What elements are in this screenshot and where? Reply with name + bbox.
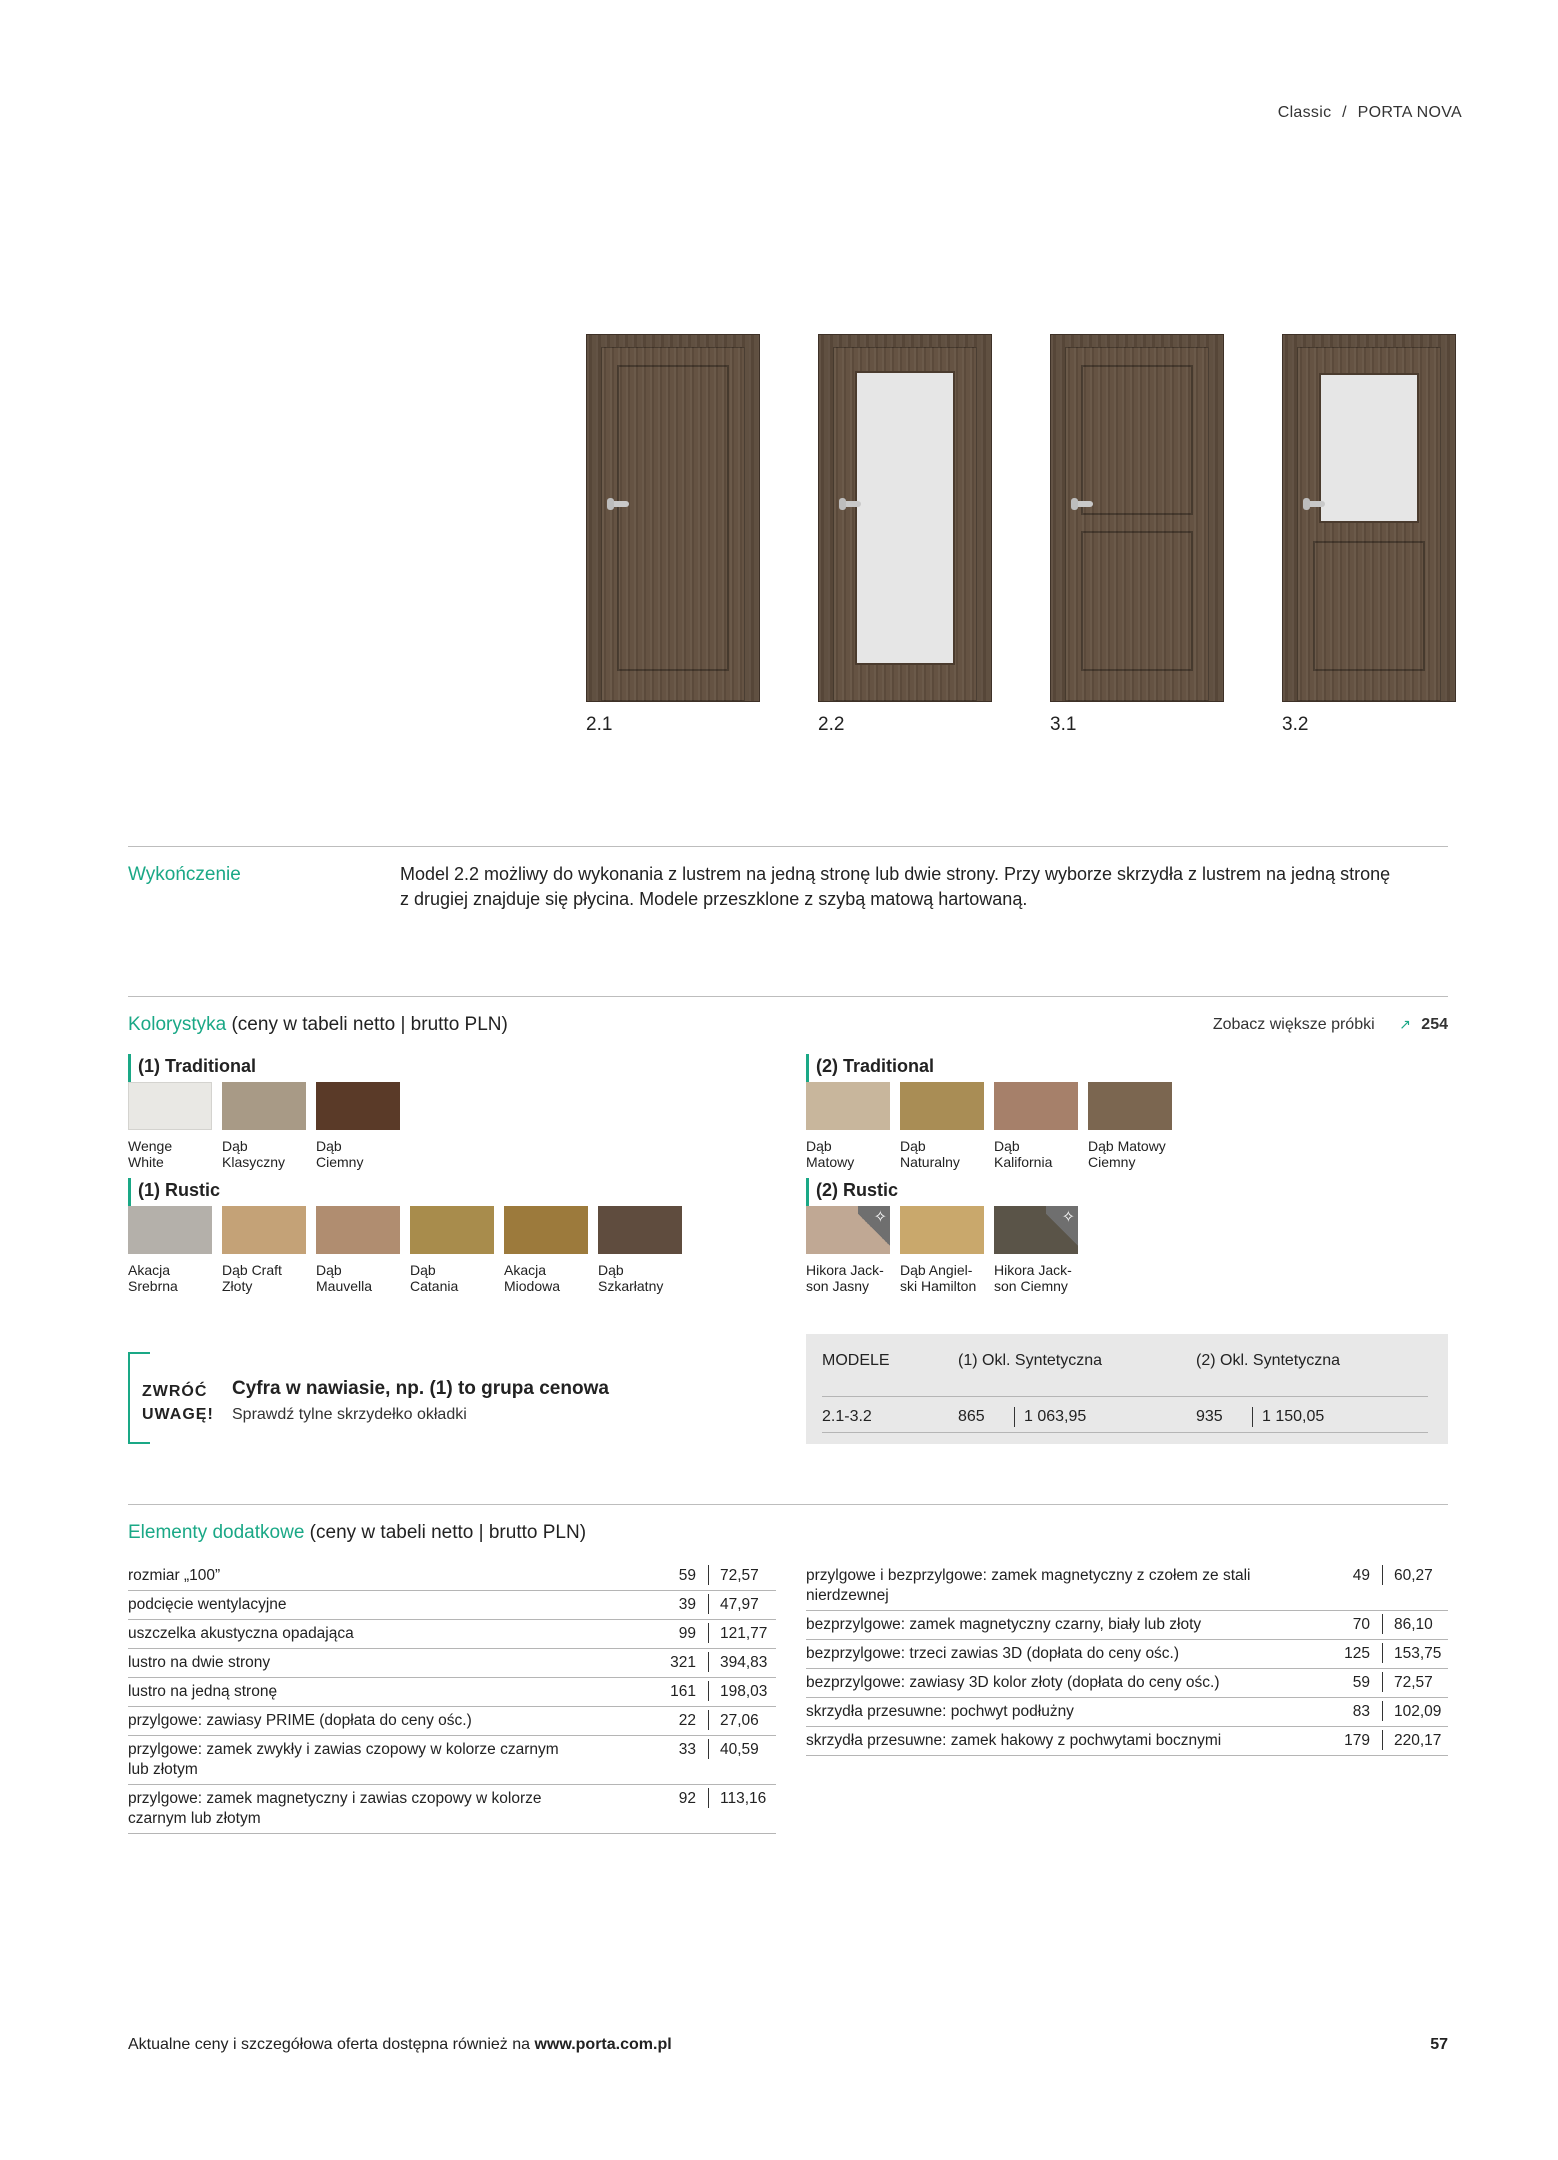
swatch-chip [410,1206,494,1254]
table-row [128,1649,776,1678]
swatch-name: Dąb Catania [410,1262,459,1294]
extra-price-net: 99 [678,1625,696,1642]
swatch-chip [994,1206,1078,1254]
extra-price-gross: 121,77 [720,1625,768,1642]
swatch-name: Akacja Srebrna [128,1262,178,1294]
sparkle-icon: ✧ [858,1206,890,1254]
swatch-group-2-traditional [806,1054,1172,1170]
model-cell: 2.1-3.2 [822,1408,872,1425]
price-separator [708,1565,709,1585]
swatch-name: Dąb Craft Złoty [222,1262,282,1294]
swatch[interactable] [410,1206,494,1294]
breadcrumb [1278,104,1462,122]
table-divider [822,1432,1428,1433]
extras-table-left [128,1562,776,1834]
breadcrumb-category: Classic [1277,104,1332,121]
door-gallery [586,334,1448,744]
swatch-name: Hikora Jack- son Jasny [806,1262,884,1294]
swatch-group-1-rustic [128,1178,682,1294]
price-separator [1382,1701,1383,1721]
extra-price-gross: 60,27 [1394,1567,1433,1584]
table-row [806,1611,1448,1640]
swatch-chip [316,1206,400,1254]
extra-price-net: 49 [1352,1567,1370,1584]
table-row [806,1727,1448,1756]
price-separator [1382,1730,1383,1750]
swatch[interactable] [128,1082,212,1170]
swatch[interactable] [900,1082,984,1170]
extra-price-gross: 72,57 [1394,1674,1433,1691]
extra-price-gross: 27,06 [720,1712,759,1729]
swatch-name: Dąb Angiel- ski Hamilton [900,1262,977,1294]
extra-description: przylgowe: zawiasy PRIME (dopłata do ceny ośc.) [128,1712,472,1729]
swatch-name: Dąb Naturalny [900,1138,960,1170]
swatch-name: Dąb Ciemny [316,1138,364,1170]
models-price-table [806,1334,1448,1444]
colors-heading [128,1014,508,1036]
extras-table-right [806,1562,1448,1756]
divider [128,996,1448,997]
price-separator [1382,1643,1383,1663]
swatch-chip [316,1082,400,1130]
swatch-chip [900,1082,984,1130]
notice-headline: Cyfra w nawiasie, np. (1) to grupa cenowa [232,1378,609,1399]
swatch[interactable] [598,1206,682,1294]
door-image-3-2 [1282,334,1456,702]
extra-price-gross: 102,09 [1394,1703,1442,1720]
door-image-2-2 [818,334,992,702]
swatch[interactable] [806,1082,890,1170]
swatch-name: Dąb Kalifornia [994,1138,1053,1170]
see-samples-page: 254 [1421,1016,1448,1033]
extra-description: bezprzylgowe: zamek magnetyczny czarny, biały lub złoty [806,1616,1202,1633]
breadcrumb-separator: / [1342,104,1347,121]
see-samples-label: Zobacz większe próbki [1212,1016,1375,1033]
swatch-group-1-traditional [128,1054,400,1170]
swatch-chip [598,1206,682,1254]
extra-price-gross: 72,57 [720,1567,759,1584]
price-separator [1382,1614,1383,1634]
extra-price-gross: 113,16 [720,1790,767,1807]
table-row [128,1678,776,1707]
swatch-chip [900,1206,984,1254]
extra-price-net: 70 [1352,1616,1370,1633]
extra-price-net: 39 [678,1596,696,1613]
door-label: 3.1 [1050,714,1077,735]
extras-title: Elementy dodatkowe [128,1522,305,1543]
swatch[interactable] [1088,1082,1172,1170]
price-net-2: 935 [1196,1408,1223,1425]
colors-subtitle: (ceny w tabeli netto | brutto PLN) [231,1014,508,1035]
door-label: 3.2 [1282,714,1309,735]
extra-description: uszczelka akustyczna opadająca [128,1625,354,1642]
table-row [128,1707,776,1736]
swatch-chip [1088,1082,1172,1130]
extra-price-net: 59 [1352,1674,1370,1691]
price-gross-1: 1 063,95 [1024,1408,1087,1425]
extras-heading [128,1522,586,1544]
price-gross-2: 1 150,05 [1262,1408,1325,1425]
swatch-name: Akacja Miodowa [504,1262,561,1294]
price-separator [1252,1407,1253,1427]
extra-price-net: 92 [678,1790,696,1807]
table-row [806,1640,1448,1669]
sparkle-icon: ✧ [1046,1206,1078,1254]
extra-price-net: 179 [1344,1732,1370,1749]
table-row [128,1736,776,1785]
price-separator [1014,1407,1015,1427]
notice-label-line-2: UWAGĘ! [142,1406,214,1423]
swatch-chip [128,1206,212,1254]
swatch-name: Hikora Jack- son Ciemny [994,1262,1072,1294]
swatch-group-2-rustic [806,1178,1078,1294]
swatch-group-title: (2) Rustic [816,1180,899,1200]
table-row [128,1785,776,1834]
extra-price-gross: 86,10 [1394,1616,1433,1633]
price-separator [1382,1672,1383,1692]
swatch-chip [806,1082,890,1130]
breadcrumb-collection: PORTA NOVA [1357,104,1462,121]
price-separator [1382,1565,1383,1585]
footer-text: Aktualne ceny i szczegółowa oferta dostępna również na [128,2036,531,2053]
notice-label-line-1: ZWRÓĆ [142,1383,208,1400]
swatch-group-title: (1) Traditional [138,1056,257,1076]
extra-description: rozmiar „100” [128,1567,221,1584]
swatch[interactable] [222,1206,306,1294]
extra-price-gross: 198,03 [720,1683,768,1700]
swatch-chip [222,1206,306,1254]
table-row [128,1562,776,1591]
extra-price-net: 125 [1344,1645,1370,1662]
extra-description: bezprzylgowe: trzeci zawias 3D (dopłata do ceny ośc.) [806,1645,1180,1662]
swatch[interactable] [994,1082,1078,1170]
table-header: (1) Okl. Syntetyczna [958,1352,1103,1369]
extra-description: podcięcie wentylacyjne [128,1596,287,1613]
swatch[interactable] [222,1082,306,1170]
extra-price-net: 161 [670,1683,696,1700]
extra-price-net: 321 [670,1654,696,1671]
extra-description: skrzydła przesuwne: pochwyt podłużny [806,1703,1074,1720]
swatch-name: Dąb Klasyczny [222,1138,286,1170]
door-item [586,334,760,736]
table-header: MODELE [822,1352,890,1369]
table-row [806,1562,1448,1611]
extra-description: przylgowe i bezprzylgowe: zamek magnetyczny z czołem ze stali nierdzewnej [806,1567,1251,1604]
price-separator [708,1788,709,1808]
swatch[interactable] [504,1206,588,1294]
swatch-name: Dąb Szkarłatny [598,1262,664,1294]
swatch-chip [222,1082,306,1130]
table-row [128,1591,776,1620]
extra-price-net: 33 [678,1741,696,1758]
price-separator [708,1623,709,1643]
page-number: 57 [1430,2036,1448,2053]
swatch-name: Wenge White [128,1138,173,1170]
notice-label [142,1380,214,1426]
price-separator [708,1652,709,1672]
table-row [128,1620,776,1649]
door-image-2-1 [586,334,760,702]
table-divider [822,1396,1428,1397]
extra-price-net: 83 [1352,1703,1370,1720]
extra-price-gross: 220,17 [1394,1732,1442,1749]
swatch[interactable] [900,1206,984,1294]
swatch-name: Dąb Matowy [806,1138,855,1170]
price-group-notice [128,1352,748,1444]
swatch[interactable] [994,1206,1078,1294]
extra-price-net: 22 [678,1712,696,1729]
finish-line-2: z drugiej znajduje się płycina. Modele przeszklone z szybą matową hartowaną. [400,889,1028,909]
swatch-chip [128,1082,212,1130]
swatch[interactable] [316,1206,400,1294]
finish-description [400,862,1448,912]
price-separator [708,1681,709,1701]
extra-price-gross: 40,59 [720,1741,759,1758]
extra-price-gross: 153,75 [1394,1645,1442,1662]
swatch-chip [806,1206,890,1254]
swatch[interactable] [806,1206,890,1294]
extra-description: skrzydła przesuwne: zamek hakowy z pochwytami bocznymi [806,1732,1222,1749]
swatch-name: Dąb Mauvella [316,1262,373,1294]
swatch-name: Dąb Matowy Ciemny [1088,1138,1166,1170]
door-label: 2.1 [586,714,613,735]
door-item [1050,334,1224,736]
swatch[interactable] [316,1082,400,1170]
finish-title: Wykończenie [128,864,241,885]
swatch-chip [504,1206,588,1254]
extra-description: lustro na jedną stronę [128,1683,278,1700]
extras-subtitle: (ceny w tabeli netto | brutto PLN) [309,1522,587,1543]
table-header: (2) Okl. Syntetyczna [1196,1352,1341,1369]
door-item [1282,334,1456,736]
extra-price-gross: 394,83 [720,1654,768,1671]
footer [128,2036,672,2054]
door-image-3-1 [1050,334,1224,702]
extra-description: lustro na dwie strony [128,1654,271,1671]
see-samples-link[interactable] [1213,1016,1448,1034]
divider [128,1504,1448,1505]
finish-line-1: Model 2.2 możliwy do wykonania z lustrem na jedną stronę lub dwie strony. Przy wyborze skrzydła z lustrem na jedną stronę [400,864,1391,884]
door-label: 2.2 [818,714,845,735]
extra-description: przylgowe: zamek magnetyczny i zawias czopowy w kolorze czarnym lub złotym [128,1790,542,1827]
price-separator [708,1739,709,1759]
swatch-group-title: (1) Rustic [138,1180,221,1200]
colors-title: Kolorystyka [128,1014,227,1035]
table-row [806,1698,1448,1727]
price-separator [708,1594,709,1614]
swatch-chip [994,1082,1078,1130]
arrow-up-right-icon: ↗ [1399,1016,1411,1032]
extra-description: przylgowe: zamek zwykły i zawias czopowy w kolorze czarnym lub złotym [128,1741,559,1778]
footer-url-link[interactable]: www.porta.com.pl [534,2036,672,2053]
price-net-1: 865 [958,1408,985,1425]
extra-price-gross: 47,97 [720,1596,759,1613]
notice-subtext: Sprawdź tylne skrzydełko okładki [232,1406,467,1423]
price-separator [708,1710,709,1730]
swatch[interactable] [128,1206,212,1294]
extra-price-net: 59 [678,1567,696,1584]
divider [128,846,1448,847]
extra-description: bezprzylgowe: zawiasy 3D kolor złoty (dopłata do ceny ośc.) [806,1674,1220,1691]
swatch-group-title: (2) Traditional [816,1056,935,1076]
table-row [806,1669,1448,1698]
door-item [818,334,992,736]
